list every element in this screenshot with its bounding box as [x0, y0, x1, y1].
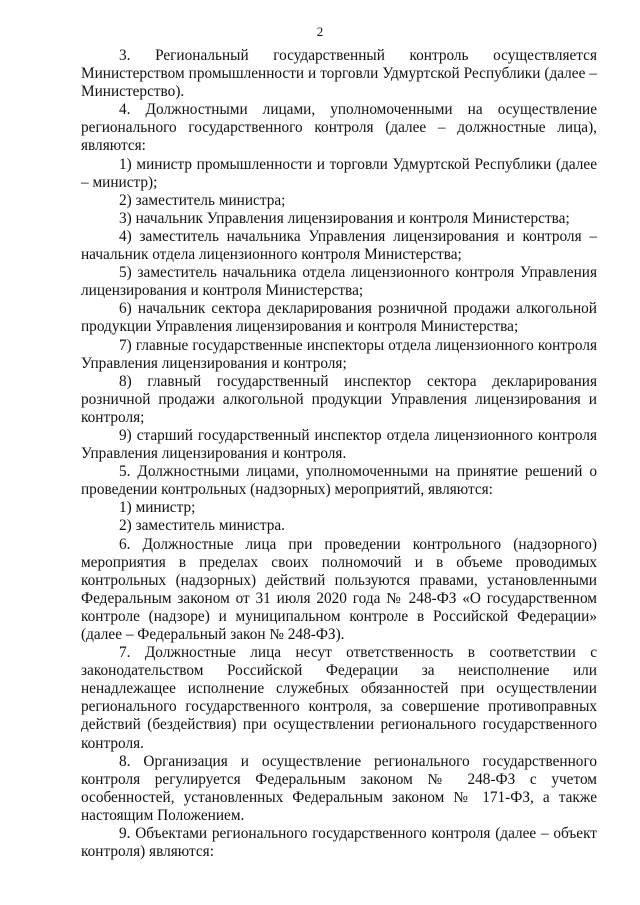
- paragraph-5: 5. Должностными лицами, уполномоченными на принятие решений о проведении контрольных (надзорных) мероприятий, являются:: [81, 463, 597, 499]
- paragraph-7: 7. Должностные лица несут ответственность в соответствии с законодательством Российской Федерации за неисполнение или ненадлежащее исполнение служебных обязанностей при осуществлении регионального государственного контроля, за совершение противоправных действий (бездействия) при осуществлении регионального государственного контроля.: [81, 644, 597, 752]
- paragraph-6: 6. Должностные лица при проведении контрольного (надзорного) мероприятия в пределах своих полномочий и в объеме проводимых контрольных (надзорных) действий пользуются правами, установленными Федеральным законом от 31 июля 2020 года № 248-ФЗ «О государственном контроле (надзоре) и муниципальном контроле в Российской Федерации» (далее – Федеральный закон № 248-ФЗ).: [81, 535, 597, 643]
- paragraph-4: 4. Должностными лицами, уполномоченными на осуществление регионального государственного контроля (далее – должностные лица), являются:: [81, 101, 597, 155]
- list-item-6: 6) начальник сектора декларирования розничной продажи алкогольной продукции Управления лицензирования и контроля Министерства;: [81, 300, 597, 336]
- document-body: [81, 47, 597, 861]
- paragraph-3: 3. Региональный государственный контроль осуществляется Министерством промышленности и торговли Удмуртской Республики (далее – Министерство).: [81, 47, 597, 101]
- list-item-3: 3) начальник Управления лицензирования и контроля Министерства;: [119, 209, 570, 227]
- paragraph-8: 8. Организация и осуществление регионального государственного контроля регулируется Федеральным законом № 248-ФЗ с учетом особенностей, установленных Федеральным законом № 171-ФЗ, а также настоящим Положением.: [81, 752, 597, 824]
- paragraph-9: 9. Объектами регионального государственного контроля (далее – объект контроля) являются:: [81, 825, 597, 861]
- list-item-1: 1) министр промышленности и торговли Удмуртской Республики (далее – министр);: [81, 155, 597, 191]
- list-item-2: 2) заместитель министра;: [119, 191, 286, 209]
- list-item-5-1: 1) министр;: [119, 499, 196, 517]
- list-item-9: 9) старший государственный инспектор отдела лицензионного контроля Управления лицензирования и контроля.: [81, 426, 597, 463]
- list-item-4: 4) заместитель начальника Управления лицензирования и контроля – начальник отдела лицензионного контроля Министерства;: [81, 227, 597, 264]
- list-item-7: 7) главные государственные инспекторы отдела лицензионного контроля Управления лицензирования и контроля;: [81, 336, 597, 372]
- list-item-8: 8) главный государственный инспектор сектора декларирования розничной продажи алкогольной продукции Управления лицензирования и контроля;: [81, 372, 597, 426]
- list-item-5: 5) заместитель начальника отдела лицензионного контроля Управления лицензирования и контроля Министерства;: [81, 264, 597, 300]
- page-number: 2: [316, 24, 324, 39]
- list-item-5-2: 2) заместитель министра.: [119, 517, 285, 535]
